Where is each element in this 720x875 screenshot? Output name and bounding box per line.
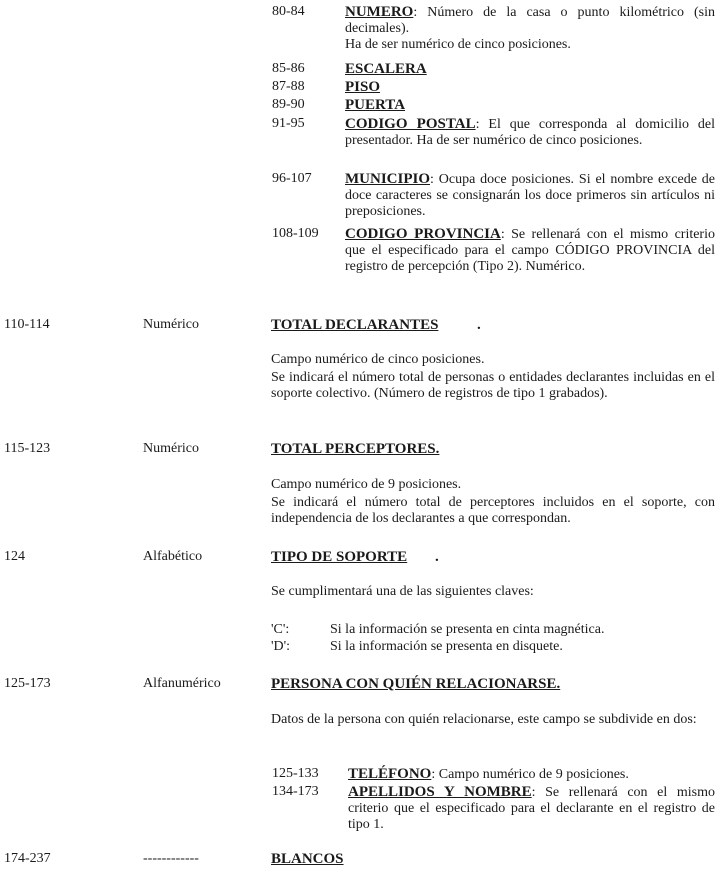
subfield-code: 125-133 <box>272 766 319 781</box>
subfield-code: 80-84 <box>272 4 305 19</box>
field-title-suffix: . <box>477 317 481 333</box>
subfield-label: PISO <box>345 79 381 95</box>
field-position: 124 <box>4 549 25 564</box>
field-type: Alfanumérico <box>143 676 221 691</box>
subfield-label: TELÉFONO <box>348 766 432 782</box>
field-title: TIPO DE SOPORTE <box>271 549 408 565</box>
key-code: 'C': <box>271 622 290 637</box>
subfield-text: : Campo numérico de 9 posiciones. <box>431 767 629 782</box>
field-title: BLANCOS <box>271 851 344 867</box>
subfield-label: PUERTA <box>345 97 406 113</box>
subfield-text: : Número de la casa o punto kilométrico (sin decimales). <box>345 5 715 36</box>
field-title-suffix: . <box>435 549 439 565</box>
subfield-text: : El que corresponda al domicilio del presentador. Ha de ser numérico de cinco posiciones. <box>345 117 716 148</box>
field-position: 125-173 <box>4 676 51 691</box>
subfield-label: APELLIDOS Y NOMBRE <box>348 784 532 800</box>
field-paragraph: Se cumplimentará una de las siguientes claves: <box>271 584 534 599</box>
field-title: TOTAL PERCEPTORES. <box>271 441 440 457</box>
subfield-code: 85-86 <box>272 61 305 76</box>
subfield-telefono <box>348 766 715 783</box>
field-position: 174-237 <box>4 851 51 866</box>
subfield-codigo-postal <box>345 116 715 149</box>
field-type: Numérico <box>143 317 199 332</box>
subfield-label: CODIGO PROVINCIA <box>345 226 501 242</box>
subfield-code: 108-109 <box>272 226 319 241</box>
field-type: ------------ <box>143 851 199 866</box>
field-title <box>271 317 438 333</box>
subfield-code: 89-90 <box>272 97 305 112</box>
subfield-label: NUMERO <box>345 4 414 20</box>
subfield-label: CODIGO POSTAL <box>345 116 476 132</box>
field-paragraph: Se indicará el número total de perceptores incluidos en el soporte, con independencia de los declarantes a que correspondan. <box>271 495 715 526</box>
field-paragraph: Campo numérico de 9 posiciones. <box>271 477 462 492</box>
field-title-text: TOTAL DECLARANTES <box>271 317 439 333</box>
key-text: Si la información se presenta en disquete. <box>330 639 563 654</box>
field-title: PERSONA CON QUIÉN RELACIONARSE. <box>271 676 561 692</box>
field-paragraph: Campo numérico de cinco posiciones. <box>271 352 485 367</box>
field-position: 115-123 <box>4 441 51 456</box>
field-type: Numérico <box>143 441 199 456</box>
subfield-numero <box>345 4 715 53</box>
subfield-codigo-provincia <box>345 226 715 275</box>
subfield-text: : Se rellenará con el mismo criterio que el especificado para el campo CÓDIGO PROVINCIA del registro de percepción (Tipo 2). Numérico. <box>345 227 715 274</box>
subfield-label: MUNICIPIO <box>345 171 430 187</box>
key-code: 'D': <box>271 639 291 654</box>
subfield-code: 134-173 <box>272 784 319 799</box>
subfield-apellidos <box>348 784 715 833</box>
subfield-municipio <box>345 171 715 220</box>
field-paragraph: Se indicará el número total de personas o entidades declarantes incluidas en el soporte colectivo. (Número de registros de tipo 1 grabados). <box>271 370 715 401</box>
subfield-text: : Ocupa doce posiciones. Si el nombre excede de doce caracteres se consignarán los doce primeros sin artículos ni preposiciones. <box>345 172 715 219</box>
subfield-code: 91-95 <box>272 116 305 131</box>
key-text: Si la información se presenta en cinta magnética. <box>330 622 605 637</box>
field-type: Alfabético <box>143 549 203 564</box>
subfield-text: : Se rellenará con el mismo criterio que el especificado para el declarante en el registro de tipo 1. <box>348 785 715 832</box>
subfield-extra: Ha de ser numérico de cinco posiciones. <box>345 37 571 52</box>
subfield-code: 87-88 <box>272 79 305 94</box>
subfield-code: 96-107 <box>272 171 312 186</box>
subfield-label: ESCALERA <box>345 61 427 77</box>
field-paragraph: Datos de la persona con quién relacionarse, este campo se subdivide en dos: <box>271 712 697 727</box>
field-position: 110-114 <box>4 317 50 332</box>
